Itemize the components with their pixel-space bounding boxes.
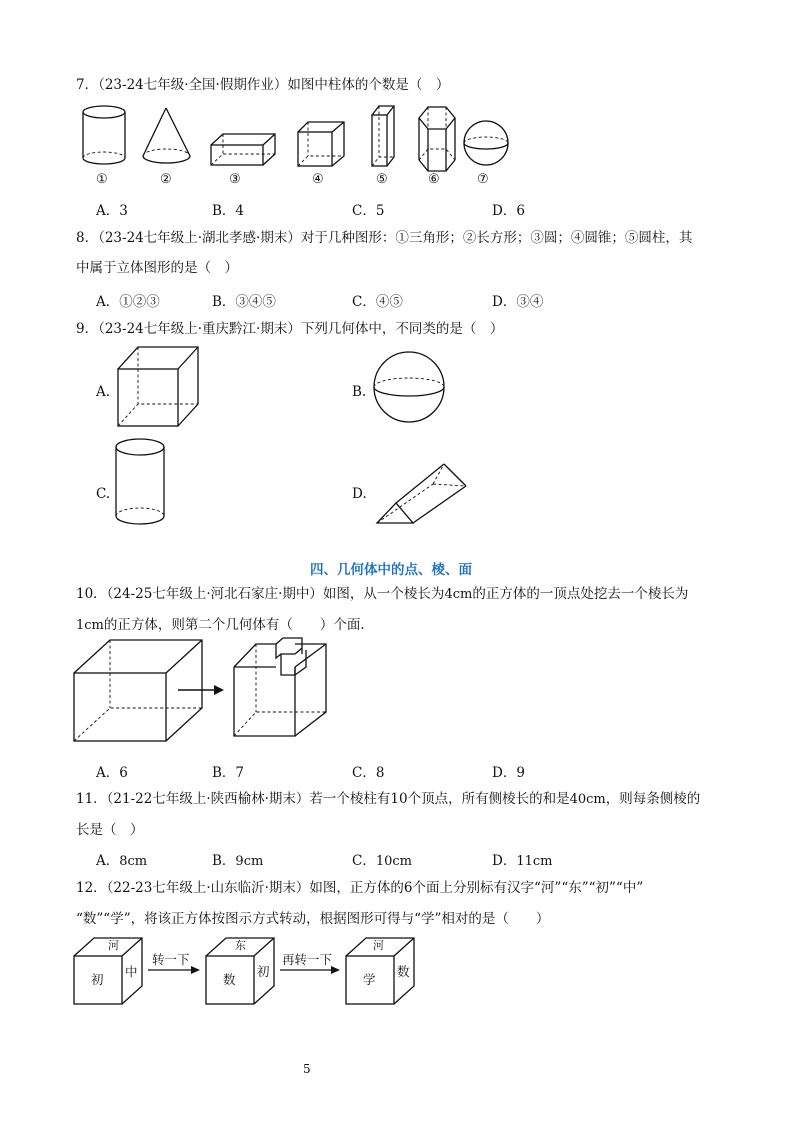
q10-value-small: 1cm — [76, 618, 104, 633]
q11-option-a-letter: A． — [96, 853, 120, 869]
arrow2-label: 再转一下 — [282, 952, 333, 967]
q10-option-c[interactable]: C．8 — [352, 765, 385, 781]
q12-line1: 12．（22-23七年级上·山东临沂·期末）如图，正方体的6个面上分别标有汉字“河”“东”“初”“中” — [76, 880, 644, 896]
cube3-front-char: 学 — [363, 972, 376, 987]
q11-value-total: 40cm — [569, 792, 606, 807]
q7-option-a[interactable]: A．3 — [96, 203, 128, 219]
q11-option-c-value: 10cm — [375, 854, 412, 869]
figure-label-1: ① — [96, 172, 108, 187]
cube1-front-char: 初 — [91, 972, 104, 987]
q11-text-b: ，则每条侧棱的 — [605, 791, 701, 807]
q10-option-d[interactable]: D．9 — [492, 765, 525, 781]
q8-line2: 中属于立体图形的是（ ） — [76, 260, 238, 276]
section-title: 四、几何体中的点、棱、面 — [310, 562, 472, 578]
q8-line1: 8．（23-24七年级上·湖北孝感·期末）对于几种图形：①三角形；②长方形；③圆；④圆锥；⑤圆柱，其 — [76, 230, 693, 246]
q9-option-a[interactable]: A. — [96, 384, 111, 400]
q8-option-a[interactable]: A．①②③ — [96, 294, 160, 310]
q11-option-d-letter: D． — [492, 853, 517, 869]
q10-value-edge: 4cm — [444, 587, 473, 602]
q11-line2: 长是（ ） — [76, 822, 144, 838]
cube3-side-char: 数 — [397, 964, 410, 979]
cube3-top-char: 河 — [373, 939, 384, 952]
figure-label-3: ③ — [229, 172, 241, 187]
q10-text-c: 的正方体，则第二个几何体有（ ）个面. — [103, 617, 365, 633]
cube1-side-char: 中 — [125, 964, 138, 979]
cube2-side-char: 初 — [257, 964, 270, 979]
q11-option-b-value: 9cm — [235, 854, 264, 869]
figure-label-5: ⑤ — [376, 172, 388, 187]
q10-option-a[interactable]: A．6 — [96, 765, 128, 781]
q8-option-d[interactable]: D．③④ — [492, 294, 544, 310]
q10-text-b: 的正方体的一顶点处挖去一个棱长为 — [472, 586, 689, 602]
q12-line2: “数”“学”，将该正方体按图示方式转动，根据图形可得与“学”相对的是（ ） — [76, 911, 550, 927]
figure-label-6: ⑥ — [428, 172, 440, 187]
q7-option-b[interactable]: B．4 — [212, 203, 245, 219]
q8-option-b[interactable]: B．③④⑤ — [212, 294, 276, 310]
q9-option-c[interactable]: C. — [96, 486, 111, 502]
q8-option-c[interactable]: C．④⑤ — [352, 294, 403, 310]
q10-option-b[interactable]: B．7 — [212, 765, 245, 781]
q10-text-a: 10．（24-25七年级上·河北石家庄·期中）如图，从一个棱长为 — [76, 586, 445, 602]
figure-label-7: ⑦ — [477, 172, 489, 187]
q9-option-b[interactable]: B. — [352, 384, 367, 400]
page-number: 5 — [303, 1062, 311, 1076]
figure-label-4: ④ — [312, 172, 324, 187]
q9-text: 9．（23-24七年级上·重庆黔江·期末）下列几何体中，不同类的是（ ） — [76, 321, 504, 337]
q7-option-d[interactable]: D．6 — [492, 203, 525, 219]
q11-option-a-value: 8cm — [119, 854, 148, 869]
cube1-top-char: 河 — [108, 939, 119, 952]
figure-label-2: ② — [160, 172, 172, 187]
q11-text-a: 11．（21-22七年级上·陕西榆林·期末）若一个棱柱有10个顶点，所有侧棱长的和是 — [76, 791, 570, 807]
q11-option-c-letter: C． — [352, 853, 376, 869]
q11-option-d-value: 11cm — [516, 854, 553, 869]
q11-option-b-letter: B． — [212, 853, 236, 869]
q9-option-d[interactable]: D. — [352, 486, 367, 502]
cube2-top-char: 东 — [235, 939, 246, 952]
arrow1-label: 转一下 — [152, 952, 190, 967]
q7-option-c[interactable]: C．5 — [352, 203, 385, 219]
cube2-front-char: 数 — [223, 972, 236, 987]
q7-text: 7．（23-24七年级·全国·假期作业）如图中柱体的个数是（ ） — [76, 77, 450, 93]
